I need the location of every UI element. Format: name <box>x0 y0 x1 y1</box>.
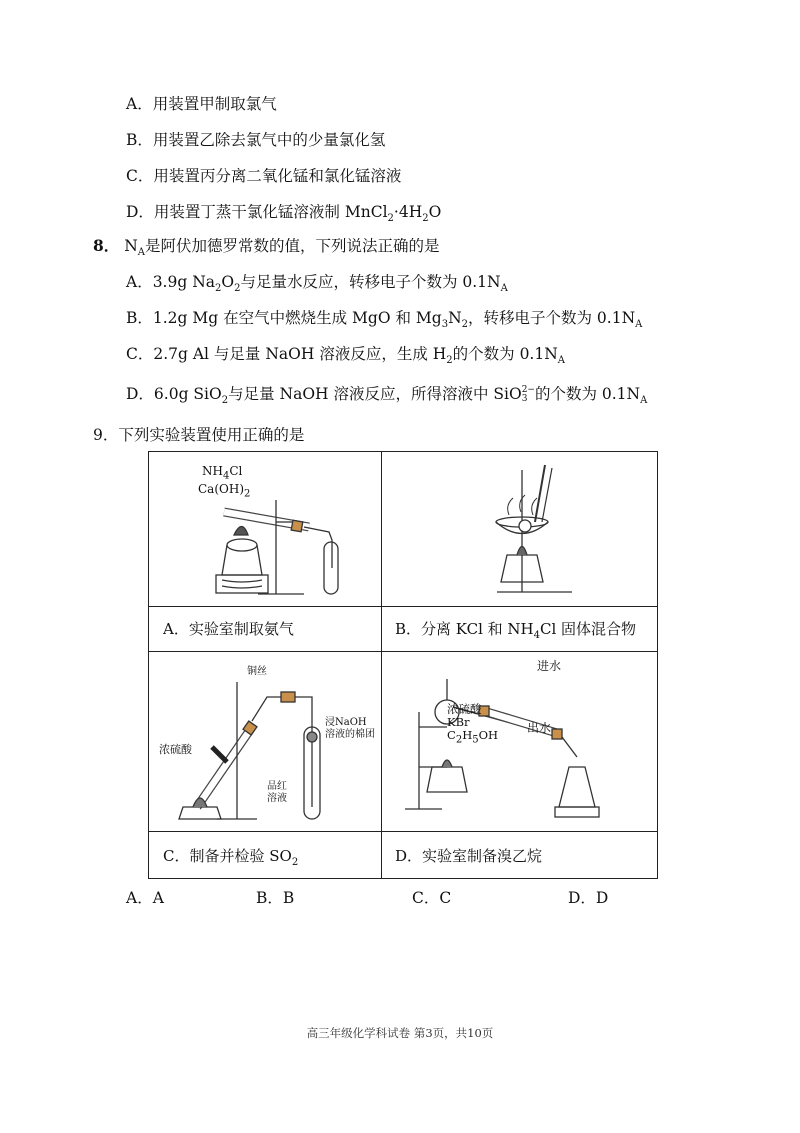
fig-d-label-out: 出水 <box>527 721 552 735</box>
fig-a-label-nh4cl: $NH_4Cl$ <box>202 464 243 482</box>
caption-b-pre: B．分离 KCl 和 NH <box>395 620 534 638</box>
q8-d-post: 的个数为 0.1N <box>534 385 641 403</box>
q7-d-text: D．用装置丁蒸干氯化锰溶液制 MnCl <box>126 203 388 221</box>
apparatus-table <box>148 451 658 879</box>
q8-d-mid: 与足量 NaOH 溶液反应，所得溶液中 SiO <box>228 385 522 403</box>
q9-stem: 9．下列实验装置使用正确的是 <box>93 426 305 444</box>
q8-c-post: 的个数为 0.1N <box>452 345 558 363</box>
q7-d-tail: ·4H <box>393 203 423 221</box>
q7-option-b: B．用装置乙除去氯气中的少量氯化氢 <box>126 131 386 149</box>
fig-c-label-cotton: 浸NaOH 溶液的棉团 <box>325 717 375 740</box>
figure-c-so2-apparatus <box>157 657 379 829</box>
q9-choice-b: B．B <box>256 889 295 907</box>
fig-d-label-in: 进水 <box>537 659 562 673</box>
caption-b: B．分离 KCl 和 $NH_4Cl$ 固体混合物 <box>395 620 637 641</box>
q9-choice-c: C．C <box>412 889 452 907</box>
fig-a-label-caoh2: $Ca(OH)_2$ <box>198 482 251 500</box>
q8-b-pre: B．1.2g Mg 在空气中燃烧生成 MgO 和 Mg <box>126 309 442 327</box>
fig-d-label-reagents: 浓硫酸 KBr $C_2H_5OH$ <box>447 702 499 746</box>
fig-b-drawing <box>397 460 647 605</box>
q8-b-mid: N <box>448 309 462 327</box>
caption-c-pre: C．制备并检验 SO <box>163 847 292 865</box>
q8-b-post: ，转移电子个数为 0.1N <box>468 309 636 327</box>
caption-a: A．实验室制取氨气 <box>163 620 294 638</box>
fig-d-drawing <box>387 657 655 829</box>
page-footer: 高三年级化学科试卷 第3页，共10页 <box>306 1026 494 1040</box>
q8-d-pre: D．6.0g SiO <box>126 385 222 403</box>
fig-c-label-dye: 品红 溶液 <box>267 781 287 804</box>
q9-choice-d: D．D <box>568 889 609 907</box>
q8-c-pre: C．2.7g Al 与足量 NaOH 溶液反应，生成 H <box>126 345 447 363</box>
q7-d-end: O <box>428 203 442 221</box>
caption-b-post: Cl 固体混合物 <box>540 620 637 638</box>
q8-a-mid: O <box>221 273 235 291</box>
q8-na: N <box>124 237 138 255</box>
q8-option-a: A．3.9g $Na_2O_2$与足量水反应，转移电子个数为 $0.1N_A$ <box>126 273 508 295</box>
q7-option-d: D．用装置丁蒸干氯化锰溶液制 $MnCl_2\cdot 4H_2O$ <box>126 203 442 225</box>
q8-a-post: 与足量水反应，转移电子个数为 0.1N <box>240 273 501 291</box>
q8-a-pre: A．3.9g Na <box>126 273 215 291</box>
q8-option-d: D．6.0g SiO$_2$与足量 NaOH 溶液反应，所得溶液中 SiO 2− 3 的个数为 $0.1N_A$ <box>126 385 648 407</box>
figure-d-bromoethane-apparatus <box>387 657 655 829</box>
q8-stem-text: 是阿伏加德罗常数的值，下列说法正确的是 <box>145 237 440 255</box>
q8-stem: 8． $N_A$是阿伏加德罗常数的值，下列说法正确的是 <box>93 236 440 259</box>
figure-b-sublimation-apparatus <box>397 460 647 605</box>
fig-c-label-copper: 铜丝 <box>247 666 267 677</box>
fig-a-drawing <box>164 460 374 605</box>
q7-option-a: A．用装置甲制取氯气 <box>126 95 277 113</box>
q8-option-c: C．2.7g Al 与足量 NaOH 溶液反应，生成 $H_2$的个数为 $0.1N_A$ <box>126 345 566 367</box>
q8-number: 8． <box>93 236 120 255</box>
caption-d: D．实验室制备溴乙烷 <box>395 847 543 865</box>
q8-option-b: B．1.2g Mg 在空气中燃烧生成 MgO 和 $Mg_3N_2$，转移电子个数为 $0.1N_A$ <box>126 309 643 331</box>
caption-c: C．制备并检验 $SO_2$ <box>163 847 299 868</box>
figure-a-ammonia-apparatus <box>164 460 374 605</box>
q9-choice-a: A．A <box>126 889 164 907</box>
fig-c-label-acid: 浓硫酸 <box>159 743 192 756</box>
q7-option-c: C．用装置丙分离二氧化锰和氯化锰溶液 <box>126 167 402 185</box>
